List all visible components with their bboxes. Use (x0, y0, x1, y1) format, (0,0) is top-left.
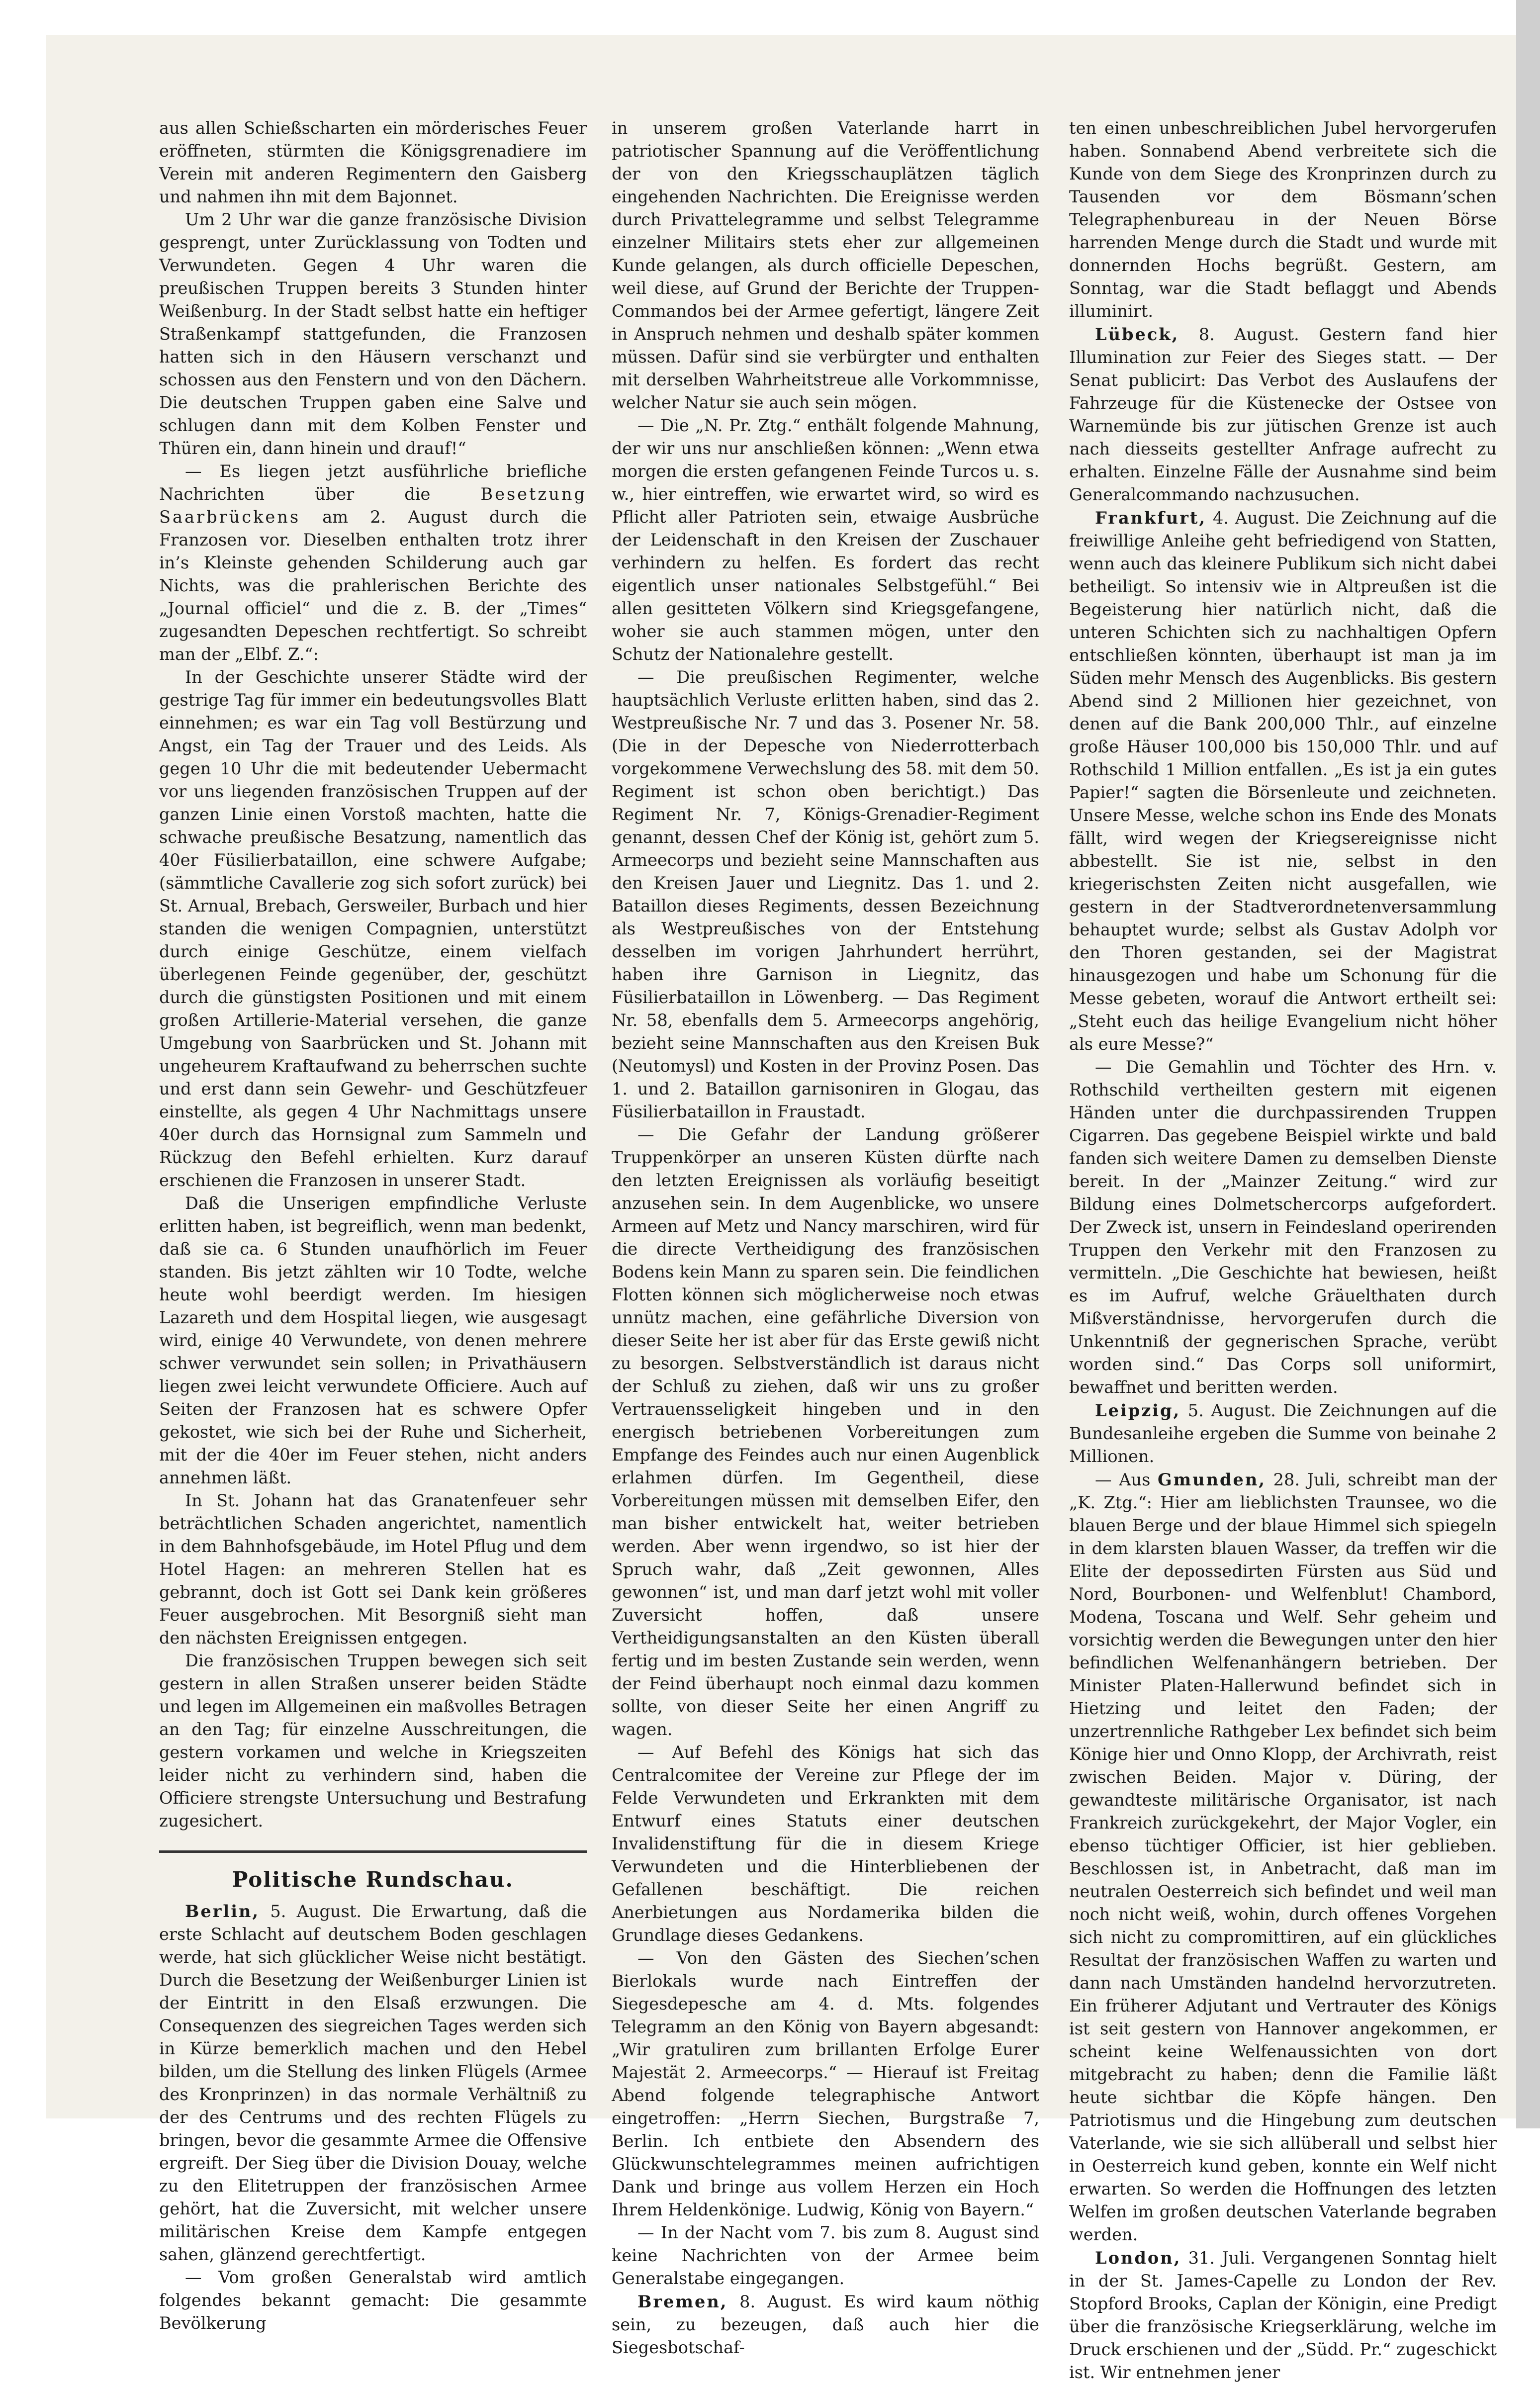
dateline-place: Leipzig, (1095, 1400, 1181, 1420)
column-left (159, 117, 587, 2333)
paragraph: — Die preußischen Regimenter, welche hauptsächlich Verluste erlitten haben, sind das 2. Westpreußische Nr. 7 und das 3. Posener Nr. 58. (Die in der Depesche von Niederrotterbach vorgekommene Verwechslung des 58. mit dem 50. Regiment ist schon oben berichtigt.) Das Regiment Nr. 7, Königs-Grenadier-Regiment genannt, dessen Chef der König ist, gehört zum 5. Armeecorps und bezieht seine Mannschaften aus den Kreisen Jauer und Liegnitz. Das 1. und 2. Bataillon dieses Regiments, dessen Bezeichnung als Westpreußisches von der Entstehung desselben im vorigen Jahrhundert herrührt, haben ihre Garnison in Liegnitz, das Füsilierbataillon in Löwenberg. — Das Regiment Nr. 58, ebenfalls dem 5. Armeecorps angehörig, bezieht seine Mannschaften aus den Kreisen Buk (Neutomysl) und Kosten in der Provinz Posen. Das 1. und 2. Bataillon garnisoniren in Glogau, das Füsilierbataillon in Fraustadt. (612, 667, 1039, 1121)
scanner-bed-edge (1516, 0, 1540, 2128)
dateline-place: Gmunden, (1157, 1469, 1266, 1489)
paragraph: — Aus Gmunden, 28. Juli, schreibt man der „K. Ztg.“: Hier am lieblichsten Traunsee, wo die blauen Berge und der blaue Himmel sich spiegeln in dem klarsten blauen Wasser, da treffen wir die Elite der depossedirten Fürsten aus Süd und Nord, Bourbonen- und Welfenblut! Chambord, Modena, Toscana und Welf. Sehr geheim und vorsichtig werden die Bewegungen unter den hier befindlichen Welfenanhängern betrieben. Der Minister Platen-Hallerwund befindet sich in Hietzing und leitet den Faden; der unzertrennliche Rathgeber Lex befindet sich beim Könige hier und Onno Klopp, der Archivrath, reist zwischen Beiden. Major v. Düring, der gewandteste militärische Organisator, ist nach Frankreich zurückgekehrt, der Major Vogler, ein ebenso tüchtiger Officier, ist hier geblieben. Beschlossen ist, in Anbetracht, daß man im neutralen Oesterreich sich befindet und weil man noch nicht weiß, wohin, durch offenes Vorgehen sich nicht zu compromittiren, auf ein glückliches Resultat der französischen Waffen zu warten und dann nach Umständen handelnd hervorzutreten. Ein früherer Adjutant und Vertrauter des Königs ist seit gestern von Hannover angekommen, er scheint keine Welfenaussichten von dort mitgebracht zu haben; denn die Familie läßt heute sichtbar die Köpfe hängen. Den Patriotismus und die Hingebung zum deutschen Vaterlande, wie sie sich allüberall und selbst hier in Oesterreich kund geben, konnte ein Welf nicht erwarten. So werden die Hoffnungen des letzten Welfen im großen deutschen Vaterlande begraben werden. (1069, 1469, 1497, 2244)
paragraph: ten einen unbeschreiblichen Jubel hervorgerufen haben. Sonnabend Abend verbreitete sich die Kunde von dem Siege des Kronprinzen durch zu Tausenden vor dem Bösmann’schen Telegraphenbureau in der Neuen Börse harrenden Menge durch die Stadt und wurde mit donnernden Hochs begrüßt. Gestern, am Sonntag, war die Stadt beflaggt und Abends illuminirt. (1069, 118, 1497, 321)
emphasis: Besetzung Saarbrückens (159, 484, 587, 527)
paragraph: Berlin, 5. August. Die Erwartung, daß die erste Schlacht auf deutschem Boden geschlagen werde, hat sich glücklicher Weise nicht bestätigt. Durch die Besetzung der Weißenburger Linien ist der Eintritt in den Elsaß erzwungen. Die Consequenzen des siegreichen Tages werden sich in Kürze bemerklich machen und den Hebel bilden, um die Stellung des linken Flügels (Armee des Kronprinzen) in das normale Verhältniß zu der des Centrums und des rechten Flügels zu bringen, bevor die gesammte Armee die Offensive ergreift. Der Sieg über die Division Douay, welche zu den Elitetruppen der französischen Armee gehört, hat die Zuversicht, mit welcher unsere militärischen Kreise dem Kampfe entgegen sahen, glänzend gerechtfertigt. (159, 1901, 587, 2264)
paragraph: London, 31. Juli. Vergangenen Sonntag hielt in der St. James-Capelle zu London der Rev. Stopford Brooks, Caplan der Königin, eine Predigt über die französische Kriegserklärung, welche im Druck erschienen und der „Südd. Pr.“ zugeschickt ist. Wir entnehmen jener (1069, 2248, 1497, 2382)
paragraph: — In der Nacht vom 7. bis zum 8. August sind keine Nachrichten von der Armee beim Generalstabe eingegangen. (612, 2223, 1039, 2288)
paragraph: In St. Johann hat das Granatenfeuer sehr beträchtlichen Schaden angerichtet, namentlich in dem Bahnhofsgebäude, im Hotel Pflug und dem Hotel Hagen: an mehreren Stellen hat es gebrannt, doch ist Gott sei Dank kein größeres Feuer ausgebrochen. Mit Besorgniß sieht man den nächsten Ereignissen entgegen. (159, 1491, 587, 1648)
paragraph: — Auf Befehl des Königs hat sich das Centralcomitee der Vereine zur Pflege der im Felde Verwundeten und Erkrankten mit dem Entwurf eines Statuts einer deutschen Invalidenstiftung für die in diesem Kriege Verwundeten und die Hinterbliebenen der Gefallenen beschäftigt. Die reichen Anerbietungen aus Nordamerika bilden die Grundlage dieses Gedankens. (612, 1742, 1039, 1945)
paragraph: — Die „N. Pr. Ztg.“ enthält folgende Mahnung, der wir uns nur anschließen können: „Wenn etwa morgen die ersten gefangenen Feinde Turcos u. s. w., hier eintreffen, wie erwartet wird, so wird es Pflicht aller Patrioten sein, etwaige Ausbrüche der Leidenschaft in den Kreisen der Zuschauer verhindern zu helfen. Es fordert das recht eigentlich unser nationales Selbstgefühl.“ Bei allen gesitteten Völkern sind Kriegsgefangene, woher sie auch stammen mögen, unter den Schutz der Nationalehre gestellt. (612, 416, 1039, 664)
column-middle (612, 117, 1039, 2357)
paragraph: — Die Gefahr der Landung größerer Truppenkörper an unseren Küsten dürfte nach den letzten Ereignissen als vorläufig beseitigt anzusehen sein. In dem Augenblicke, wo unsere Armeen auf Metz und Nancy marschiren, wird für die directe Vertheidigung des französischen Bodens kein Mann zu sparen sein. Die feindlichen Flotten können sich möglicherweise noch etwas unnütz machen, eine gefährliche Diversion von dieser Seite her ist aber für das Erste gewiß nicht zu besorgen. Selbstverständlich ist daraus nicht der Schluß zu ziehen, daß wir uns zu großer Vertrauensseligkeit hingeben und in den energisch betriebenen Vorbereitungen zum Empfange des Feindes auch nur einen Augenblick erlahmen dürfen. Im Gegentheil, diese Vorbereitungen müssen mit demselben Eifer, den man bisher entwickelt hat, weiter betrieben werden. Aber wenn irgendwo, so ist hier der Spruch wahr, daß „Zeit gewonnen, Alles gewonnen“ ist, und man darf jetzt wohl mit voller Zuversicht hoffen, daß unsere Vertheidigungsanstalten an den Küsten überall fertig und im besten Zustande sein werden, wenn der Feind überhaupt noch einmal dazu kommen sollte, von dieser Seite her einen Angriff zu wagen. (612, 1125, 1039, 1739)
paragraph: aus allen Schießscharten ein mörderisches Feuer eröffneten, stürmten die Königsgrenadiere im Verein mit anderen Regimentern den Gaisberg und nahmen ihn mit dem Bajonnet. (159, 118, 587, 206)
paragraph: Leipzig, 5. August. Die Zeichnungen auf die Bundesanleihe ergeben die Summe von beinahe 2 Millionen. (1069, 1400, 1497, 1466)
paragraph: in unserem großen Vaterlande harrt in patriotischer Spannung auf die Veröffentlichung der von den Kriegsschauplätzen täglich eingehenden Nachrichten. Die Ereignisse werden durch Privattelegramme und selbst Telegramme einzelner Militairs stets eher zur allgemeinen Kunde gelangen, als durch officielle Depeschen, weil diese, auf Grund der Berichte der Truppen-Commandos bei der Armee gefertigt, längere Zeit in Anspruch nehmen und deshalb später kommen müssen. Dafür sind sie verbürgter und enthalten mit derselben Wahrheitstreue alle Vorkommnisse, welcher Natur sie auch sein mögen. (612, 118, 1039, 412)
paragraph: — Die Gemahlin und Töchter des Hrn. v. Rothschild vertheilten gestern mit eigenen Händen unter die durchpassirenden Truppen Cigarren. Das gegebene Beispiel wirkte und bald fanden sich weitere Damen zu demselben Dienste bereit. In der „Mainzer Zeitung.“ wird zur Bildung eines Dolmetschercorps aufgefordert. Der Zweck ist, unsern in Feindesland operirenden Truppen den Verkehr mit den Franzosen zu vermitteln. „Die Geschichte hat bewiesen, heißt es im Aufruf, welche Gräuelthaten durch Mißverständnisse, hervorgerufen durch die Unkenntniß der gegnerischen Sprache, verübt worden sind.“ Das Corps soll uniformirt, bewaffnet und beritten werden. (1069, 1057, 1497, 1397)
paragraph: — Von den Gästen des Siechen’schen Bierlokals wurde nach Eintreffen der Siegesdepesche am 4. d. Mts. folgendes Telegramm an den König von Bayern abgesandt: „Wir gratuliren zum brillanten Erfolge Eurer Majestät 2. Armeecorps.“ — Hierauf ist Freitag Abend folgende telegraphische Antwort eingetroffen: „Herrn Siechen, Burgstraße 7, Berlin. Ich entbiete den Absendern des Glückwunschtelegrammes meinen aufrichtigen Dank und bringe aus vollem Herzen ein Hoch Ihrem Heldenkönige. Ludwig, König von Bayern.“ (612, 1948, 1039, 2219)
paragraph: Frankfurt, 4. August. Die Zeichnung auf die freiwillige Anleihe geht befriedigend von Statten, wenn auch das kleinere Publikum sich nicht dabei betheiligt. So intensiv wie in Altpreußen ist die Begeisterung hier natürlich nicht, daß die unteren Schichten sich zu nachhaltigen Opfern entschließen könnten, überhaupt ist man ja im Süden mehr Mensch des Augenblicks. Bis gestern Abend sind 2 Millionen hier gezeichnet, von denen auf die Bank 200,000 Thlr., auf einzelne große Häuser 100,000 bis 150,000 Thlr. und auf Rothschild 1 Million entfallen. „Es ist ja ein gutes Papier!“ sagten die Börsenleute und zeichneten. Unsere Messe, welche schon ins Ende des Monats fällt, wird wegen der Kriegsereignisse nicht abbestellt. Sie ist nie, selbst in den kriegerischsten Zeiten nicht ausgefallen, wie gestern in der Stadtverordnetenversammlung behauptet wurde; selbst als Gustav Adolph vor den Thoren gestanden, sei der Magistrat hinausgezogen und habe um Schonung für die Messe gebeten, worauf die Antwort ertheilt sei: „Steht euch das heilige Evangelium nicht höher als eure Messe?“ (1069, 508, 1497, 1054)
paragraph: — Vom großen Generalstab wird amtlich folgendes bekannt gemacht: Die gesammte Bevölkerung (159, 2268, 587, 2333)
paragraph: Um 2 Uhr war die ganze französische Division gesprengt, unter Zurücklassung von Todten und Verwundeten. Gegen 4 Uhr waren die preußischen Truppen bereits 3 Stunden hinter Weißenburg. In der Stadt selbst hatte ein heftiger Straßenkampf stattgefunden, die Franzosen hatten sich in den Häusern verschanzt und schossen aus den Fenstern und von den Dächern. Die deutschen Truppen gaben eine Salve und schlugen dann mit dem Kolben Fenster und Thüren ein, dann hinein und drauf!“ (159, 210, 587, 458)
column-right (1069, 117, 1497, 2382)
paragraph: Bremen, 8. August. Es wird kaum nöthig sein, zu bezeugen, daß auch hier die Siegesbotschaf- (612, 2292, 1039, 2357)
dateline-place: Bremen, (637, 2292, 728, 2311)
paragraph: — Es liegen jetzt ausführliche briefliche Nachrichten über die Besetzung Saarbrückens am 2. August durch die Franzosen vor. Dieselben enthalten trotz ihrer in’s Kleinste gehenden Schilderung auch gar Nichts, was die prahlerischen Berichte des „Journal officiel“ und die z. B. der „Times“ zugesandten Depeschen rechtfertigt. So schreibt man der „Elbf. Z.“: (159, 461, 587, 664)
paragraph: Lübeck, 8. August. Gestern fand hier Illumination zur Feier des Sieges statt. — Der Senat publicirt: Das Verbot des Auslaufens der Fahrzeuge für die Küstenecke der Ostsee von Warnemünde bis zur jütischen Grenze ist auch nach diesseits gestellter Anfrage aufrecht zu erhalten. Einzelne Fälle der Ausnahme sind beim Generalcommando nachzusuchen. (1069, 324, 1497, 504)
paragraph: In der Geschichte unserer Städte wird der gestrige Tag für immer ein bedeutungsvolles Blatt einnehmen; es war ein Tag voll Bestürzung und Angst, ein Tag der Trauer und des Leids. Als gegen 10 Uhr die mit bedeutender Uebermacht vor uns liegenden französischen Truppen auf der ganzen Linie einen Vorstoß machten, hatte die schwache preußische Besatzung, namentlich das 40er Füsilierbataillon, eine schwere Aufgabe; (sämmtliche Cavallerie zog sich sofort zurück) bei St. Arnual, Brebach, Gersweiler, Burbach und hier standen die wenigen Compagnien, unterstützt durch einige Geschütze, einem vielfach überlegenen Feinde gegenüber, der, geschützt durch die günstigsten Positionen und mit einem großen Artillerie-Material versehen, die ganze Umgebung von Saarbrücken und St. Johann mit ungeheurem Kraftaufwand zu beherrschen suchte und erst dann sein Gewehr- und Geschützfeuer einstellte, als gegen 4 Uhr Nachmittags unsere 40er durch das Hornsignal zum Sammeln und Rückzug den Befehl erhielten. Kurz darauf erschienen die Franzosen in unserer Stadt. (159, 667, 587, 1190)
section-heading: Politische Rundschau. (232, 1867, 514, 1892)
dateline-place: Lübeck, (1095, 324, 1179, 344)
section-divider (159, 1850, 587, 1853)
dateline-place: Frankfurt, (1095, 508, 1207, 528)
paragraph: Daß die Unserigen empfindliche Verluste erlitten haben, ist begreiflich, wenn man bedenkt, daß sie ca. 6 Stunden unaufhörlich im Feuer standen. Bis jetzt zählten wir 10 Todte, welche heute wohl beerdigt werden. Im hiesigen Lazareth und dem Hospital liegen, wie ausgesagt wird, einige 40 Verwundete, von denen mehrere schwer verwundet sein sollen; in Privathäusern liegen zwei leicht verwundete Officiere. Auch auf Seiten der Franzosen hat es schwere Opfer gekostet, wie sich bei der Ruhe und Sicherheit, mit der die 40er im Feuer stehen, nicht anders annehmen läßt. (159, 1193, 587, 1487)
dateline-place: London, (1095, 2248, 1181, 2268)
dateline-place: Berlin, (185, 1901, 260, 1921)
paragraph: Die französischen Truppen bewegen sich seit gestern in allen Straßen unserer beiden Städte und legen im Allgemeinen ein maßvolles Betragen an den Tag; für einzelne Ausschreitungen, die gestern vorkamen und welche in Kriegszeiten leider nicht zu verhindern sind, haben die Officiere strengste Untersuchung und Bestrafung zugesichert. (159, 1651, 587, 1831)
